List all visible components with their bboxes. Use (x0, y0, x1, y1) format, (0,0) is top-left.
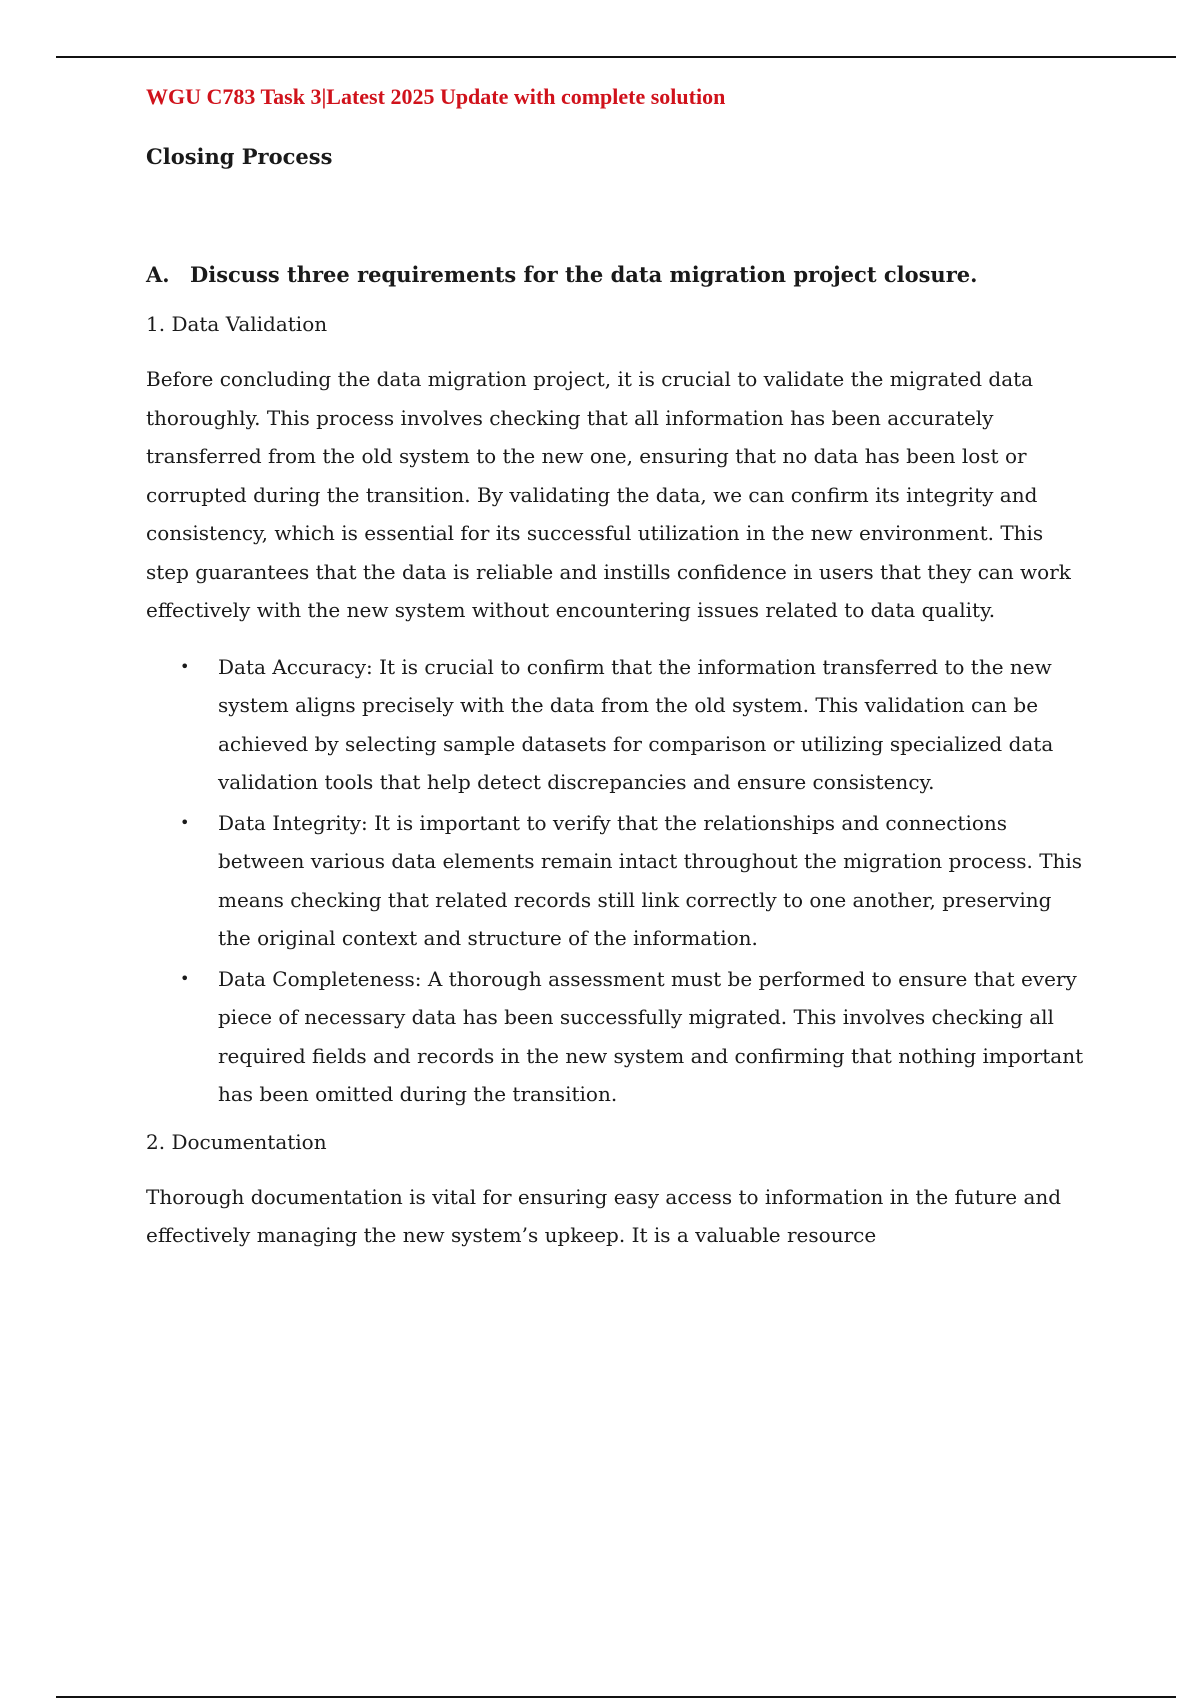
bottom-rule (56, 1696, 1176, 1698)
list-item-text: Data Integrity: It is important to verify that the relationships and connections between various data elements remain intact throughout the migration process. This means checking that related records still link correctly to one another, preserving the original context and structure of the information. (218, 810, 1083, 950)
document-header: WGU C783 Task 3|Latest 2025 Update with complete solution (146, 84, 726, 109)
bullet-list (146, 648, 1086, 1114)
list-item (146, 960, 1086, 1114)
question-a (146, 254, 1086, 296)
bullet-icon: • (180, 812, 190, 832)
question-text: Discuss three requirements for the data migration project closure. (190, 262, 978, 287)
section-title: Closing Process (146, 144, 333, 169)
question-label: A. (146, 262, 170, 287)
bullet-icon: • (180, 968, 190, 988)
subheading-data-validation: 1. Data Validation (146, 312, 328, 336)
list-item-text: Data Completeness: A thorough assessment must be performed to ensure that every piece of necessary data has been successfully migrated. This involves checking all required fields and records in the new system and confirming that nothing important has been omitted during the transition. (218, 966, 1084, 1106)
top-rule (56, 56, 1176, 58)
subheading-documentation: 2. Documentation (146, 1129, 327, 1154)
list-item (146, 648, 1086, 802)
paragraph-data-validation: Before concluding the data migration project, it is crucial to validate the migrated data thoroughly. This process involves checking that all information has been accurately transferred from the old system to the new one, ensuring that no data has been lost or corrupted during the transition. By validating the data, we can confirm its integrity and consistency, which is essential for its successful utilization in the new environment. This step guarantees that the data is reliable and instills confidence in users that they can work effectively with the new system without encountering issues related to data quality. (146, 367, 1071, 622)
document-page (146, 80, 1086, 1255)
list-item-text: Data Accuracy: It is crucial to confirm that the information transferred to the new system aligns precisely with the data from the old system. This validation can be achieved by selecting sample datasets for comparison or utilizing specialized data validation tools that help detect discrepancies and ensure consistency. (218, 654, 1054, 794)
paragraph-documentation: Thorough documentation is vital for ensuring easy access to information in the future and effectively managing the new system’s upkeep. It is a valuable resource (146, 1184, 1062, 1247)
bullet-icon: • (180, 656, 190, 676)
list-item (146, 804, 1086, 958)
